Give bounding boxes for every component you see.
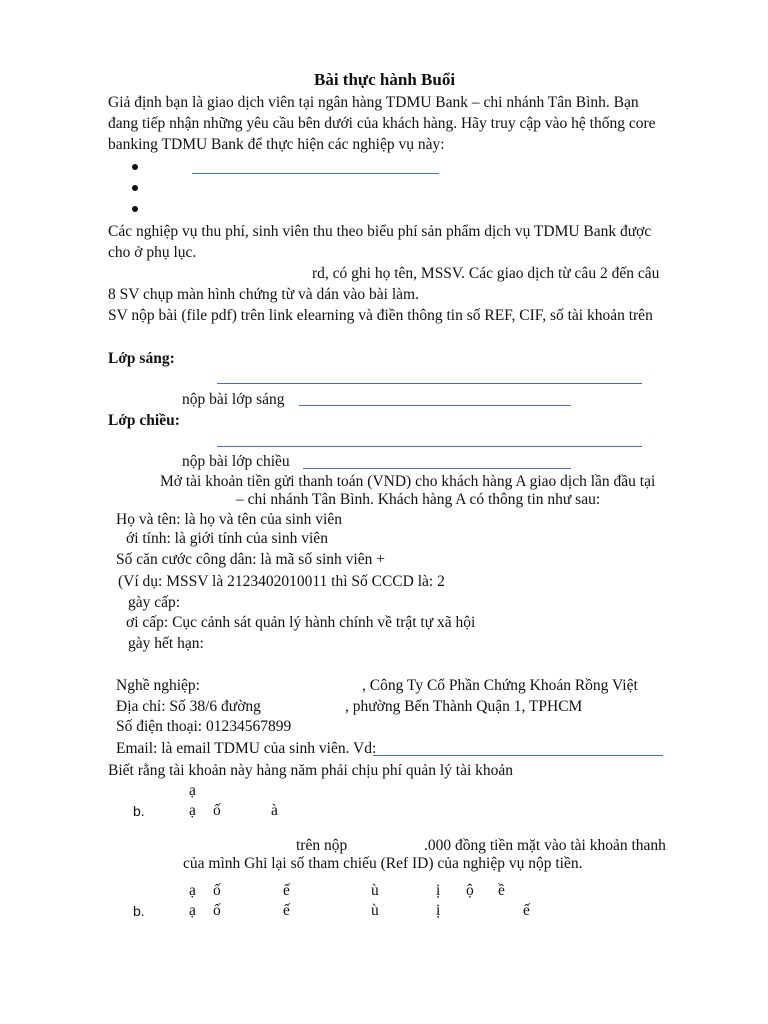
customer-gender: ới tính: là giới tính của sinh viên	[126, 530, 328, 547]
item-b-label-2: b.	[133, 903, 145, 919]
customer-email: Email: là email TDMU của sinh viên. Vd:	[116, 740, 377, 757]
note-line-5: SV nộp bài (file pdf) trên link elearning và điền thông tin số REF, CIF, số tài khoản trên	[108, 307, 653, 324]
note-line-4: 8 SV chụp màn hình chứng từ và dán vào bài làm.	[108, 286, 419, 303]
fee-sentence: Biết rằng tài khoản này hàng năm phải chịu phí quản lý tài khoản	[108, 762, 514, 779]
note-line-1: Các nghiệp vụ thu phí, sinh viên thu theo biểu phí sản phẩm dịch vụ TDMU Bank được	[108, 223, 652, 240]
customer-issue-date: gày cấp:	[128, 594, 181, 611]
fragment-a2-3: ế	[283, 882, 290, 899]
fragment-a2-6: ộ	[466, 882, 474, 899]
customer-job-value: , Công Ty Cổ Phần Chứng Khoán Rồng Việt	[362, 677, 638, 694]
fragment-b1-2: ố	[213, 802, 221, 819]
note-line-3: rd, có ghi họ tên, MSSV. Các giao dịch từ câu 2 đến câu	[312, 265, 660, 282]
fragment-a2-7: ề	[498, 882, 505, 899]
deposit-line-1: .000 đồng tiền mặt vào tài khoản thanh	[424, 837, 666, 854]
customer-address-value: , phường Bến Thành Quận 1, TPHCM	[345, 698, 583, 715]
task1-line-2: – chi nhánh Tân Bình. Khách hàng A có thông tin như sau:	[236, 491, 601, 508]
fragment-a: ạ	[189, 782, 196, 799]
customer-phone: Số điện thoại: 01234567899	[116, 718, 292, 735]
customer-issue-place: ơi cấp: Cục cảnh sát quản lý hành chính về trật tự xã hội	[126, 614, 476, 631]
morning-link-underline[interactable]	[217, 383, 642, 384]
customer-job-label: Nghề nghiệp:	[116, 677, 200, 694]
deposit-fragment: trên nộp	[296, 837, 348, 854]
customer-id-example: (Ví dụ: MSSV là 2123402010011 thì Số CCCD là: 2	[118, 573, 445, 590]
fragment-a2-2: ố	[213, 882, 221, 899]
note-line-2: cho ở phụ lục.	[108, 244, 197, 261]
fragment-b2-3: ế	[283, 902, 290, 919]
intro-line-2: đang tiếp nhận những yêu cầu bên dưới của khách hàng. Hãy truy cập vào hệ thống core	[108, 115, 656, 132]
bullet-2	[132, 185, 138, 191]
item-b-label-1: b.	[133, 803, 145, 819]
fragment-a2-5: ị	[436, 882, 441, 899]
afternoon-submit-label: nộp bài lớp chiều	[182, 453, 290, 470]
fragment-b2-6: ế	[523, 902, 530, 919]
page-title: Bài thực hành Buổi	[314, 70, 456, 89]
fragment-a2-1: ạ	[189, 882, 196, 899]
deposit-line-2: của mình Ghi lại số tham chiếu (Ref ID) của nghiệp vụ nộp tiền.	[183, 855, 583, 872]
fragment-b1-3: à	[271, 802, 278, 819]
email-link-underline[interactable]	[373, 755, 663, 756]
customer-id-number: Số căn cước công dân: là mã số sinh viên +	[116, 551, 385, 568]
intro-line-1: Giả định bạn là giao dịch viên tại ngân hàng TDMU Bank – chi nhánh Tân Bình. Bạn	[108, 94, 639, 111]
task1-line-1: Mở tài khoản tiền gửi thanh toán (VND) cho khách hàng A giao dịch lần đầu tại	[160, 473, 656, 490]
fragment-a2-4: ù	[371, 882, 379, 899]
fragment-b1-1: ạ	[189, 802, 196, 819]
customer-name: Họ và tên: là họ và tên của sinh viên	[116, 511, 342, 528]
fragment-b2-4: ù	[371, 902, 379, 919]
intro-line-3: banking TDMU Bank để thực hiện các nghiệp vụ này:	[108, 136, 445, 153]
afternoon-submit-link-underline[interactable]	[303, 468, 571, 469]
bullet-1-link-underline[interactable]	[192, 173, 439, 174]
morning-submit-link-underline[interactable]	[299, 405, 571, 406]
morning-submit-label: nộp bài lớp sáng	[182, 391, 285, 408]
afternoon-link-underline[interactable]	[217, 446, 642, 447]
fragment-b2-5: ị	[436, 902, 441, 919]
afternoon-class-heading: Lớp chiều:	[108, 412, 180, 429]
bullet-3	[132, 206, 138, 212]
bullet-1	[132, 164, 138, 170]
morning-class-heading: Lớp sáng:	[108, 350, 175, 367]
customer-expiry-date: gày hết hạn:	[128, 635, 204, 652]
fragment-b2-2: ố	[213, 902, 221, 919]
customer-address-label: Địa chỉ: Số 38/6 đường	[116, 698, 261, 715]
fragment-b2-1: ạ	[189, 902, 196, 919]
